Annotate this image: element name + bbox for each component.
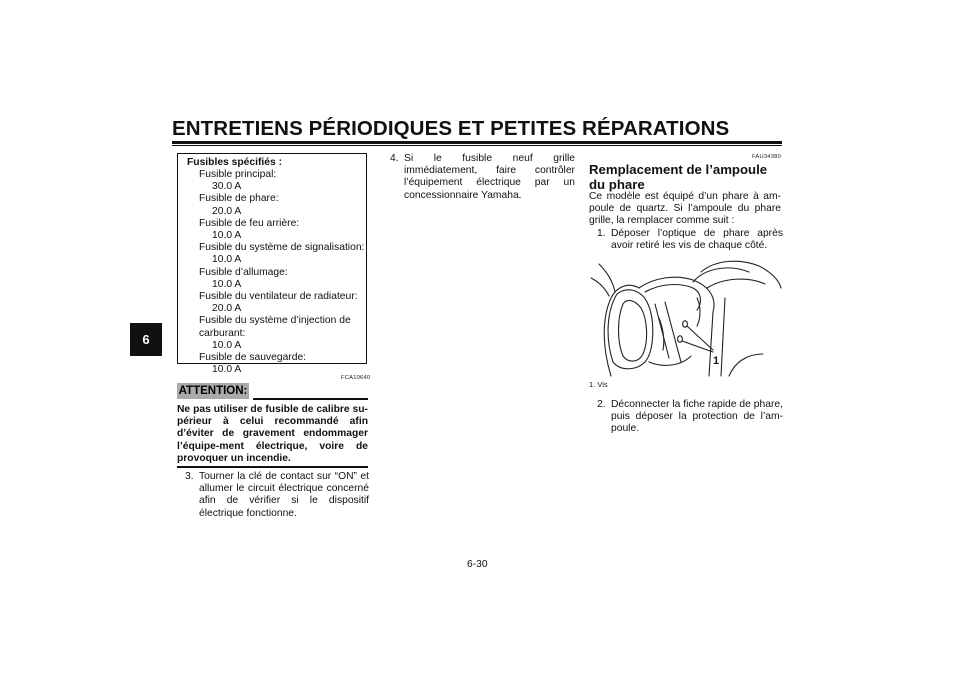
fuse-spec-line: Fusible du système d’injection de (199, 315, 351, 327)
step-3 (185, 471, 369, 520)
fuse-spec-line: Fusible du ventilateur de radiateur: (199, 291, 358, 303)
step-number: 1. (597, 228, 606, 239)
caution-end-rule (177, 466, 368, 468)
figure-callout: 1 (713, 355, 720, 367)
caution-text: Ne pas utiliser de fusible de calibre su-périeur à celui recommandé afin d’éviter de gravement endommager l’équipe-ment électrique, voire de provoquer un incendie. (177, 404, 368, 464)
step-number: 3. (185, 471, 194, 482)
figure-caption: 1. Vis (589, 380, 608, 389)
step-text: Si le fusible neuf grille immédiatement, faire contrôler l’équipement électrique par un concessionnaire Yamaha. (404, 153, 575, 201)
fuse-spec-heading: Fusibles spécifiés : (187, 157, 282, 168)
caution-code: FCA10640 (341, 375, 371, 381)
fuse-spec-line: 20.0 A (212, 205, 242, 217)
fuse-spec-line: 10.0 A (212, 254, 242, 266)
section-code: FAU34380 (752, 154, 781, 160)
fuse-spec-line: carburant: (199, 327, 246, 339)
fuse-spec-line: Fusible de phare: (199, 193, 279, 205)
fuse-spec-line: Fusible de sauvegarde: (199, 352, 307, 364)
step-2 (597, 399, 783, 436)
fuse-spec-line: Fusible d’allumage: (199, 266, 288, 278)
title-rule-thin (172, 145, 782, 146)
step-text: Déposer l’optique de phare après avoir retiré les vis de chaque côté. (611, 228, 783, 252)
fuse-spec-line: 10.0 A (212, 364, 242, 376)
step-text: Tourner la clé de contact sur “ON” et allumer le circuit électrique concerné afin de vérifier si le dispositif électrique fonctionne. (199, 471, 369, 519)
caution-rule (253, 398, 368, 400)
chapter-tab: 6 (130, 323, 162, 356)
step-4 (390, 153, 575, 202)
fuse-spec-line: 10.0 A (212, 339, 242, 351)
step-text: Déconnecter la fiche rapide de phare, puis déposer la protection de l’am-poule. (611, 399, 783, 435)
fuse-spec-line: Fusible de feu arrière: (199, 217, 300, 229)
section-title: Remplacement de l’ampoule du phare (589, 162, 768, 192)
step-1 (597, 228, 783, 252)
title-rule (172, 141, 782, 144)
caution-label: ATTENTION: (178, 385, 248, 397)
fuse-spec-line: Fusible principal: (199, 169, 277, 180)
step-number: 4. (390, 153, 399, 164)
headlight-illustration (589, 258, 784, 378)
fuse-spec-line: Fusible du système de signalisation: (199, 242, 365, 254)
fuse-spec-line: 20.0 A (212, 303, 242, 315)
fuse-spec-line: 10.0 A (212, 230, 242, 242)
fuse-spec-line: 30.0 A (212, 181, 242, 193)
fuse-spec-line: 10.0 A (212, 278, 242, 290)
page-number: 6-30 (467, 559, 488, 570)
section-intro: Ce modèle est équipé d’un phare à am-poule de quartz. Si l’ampoule du phare grille, la remplacer comme suit : (589, 191, 781, 227)
step-number: 2. (597, 399, 606, 410)
page-title: ENTRETIENS PÉRIODIQUES ET PETITES RÉPARATIONS (172, 117, 730, 140)
fuse-spec-list (199, 169, 364, 376)
